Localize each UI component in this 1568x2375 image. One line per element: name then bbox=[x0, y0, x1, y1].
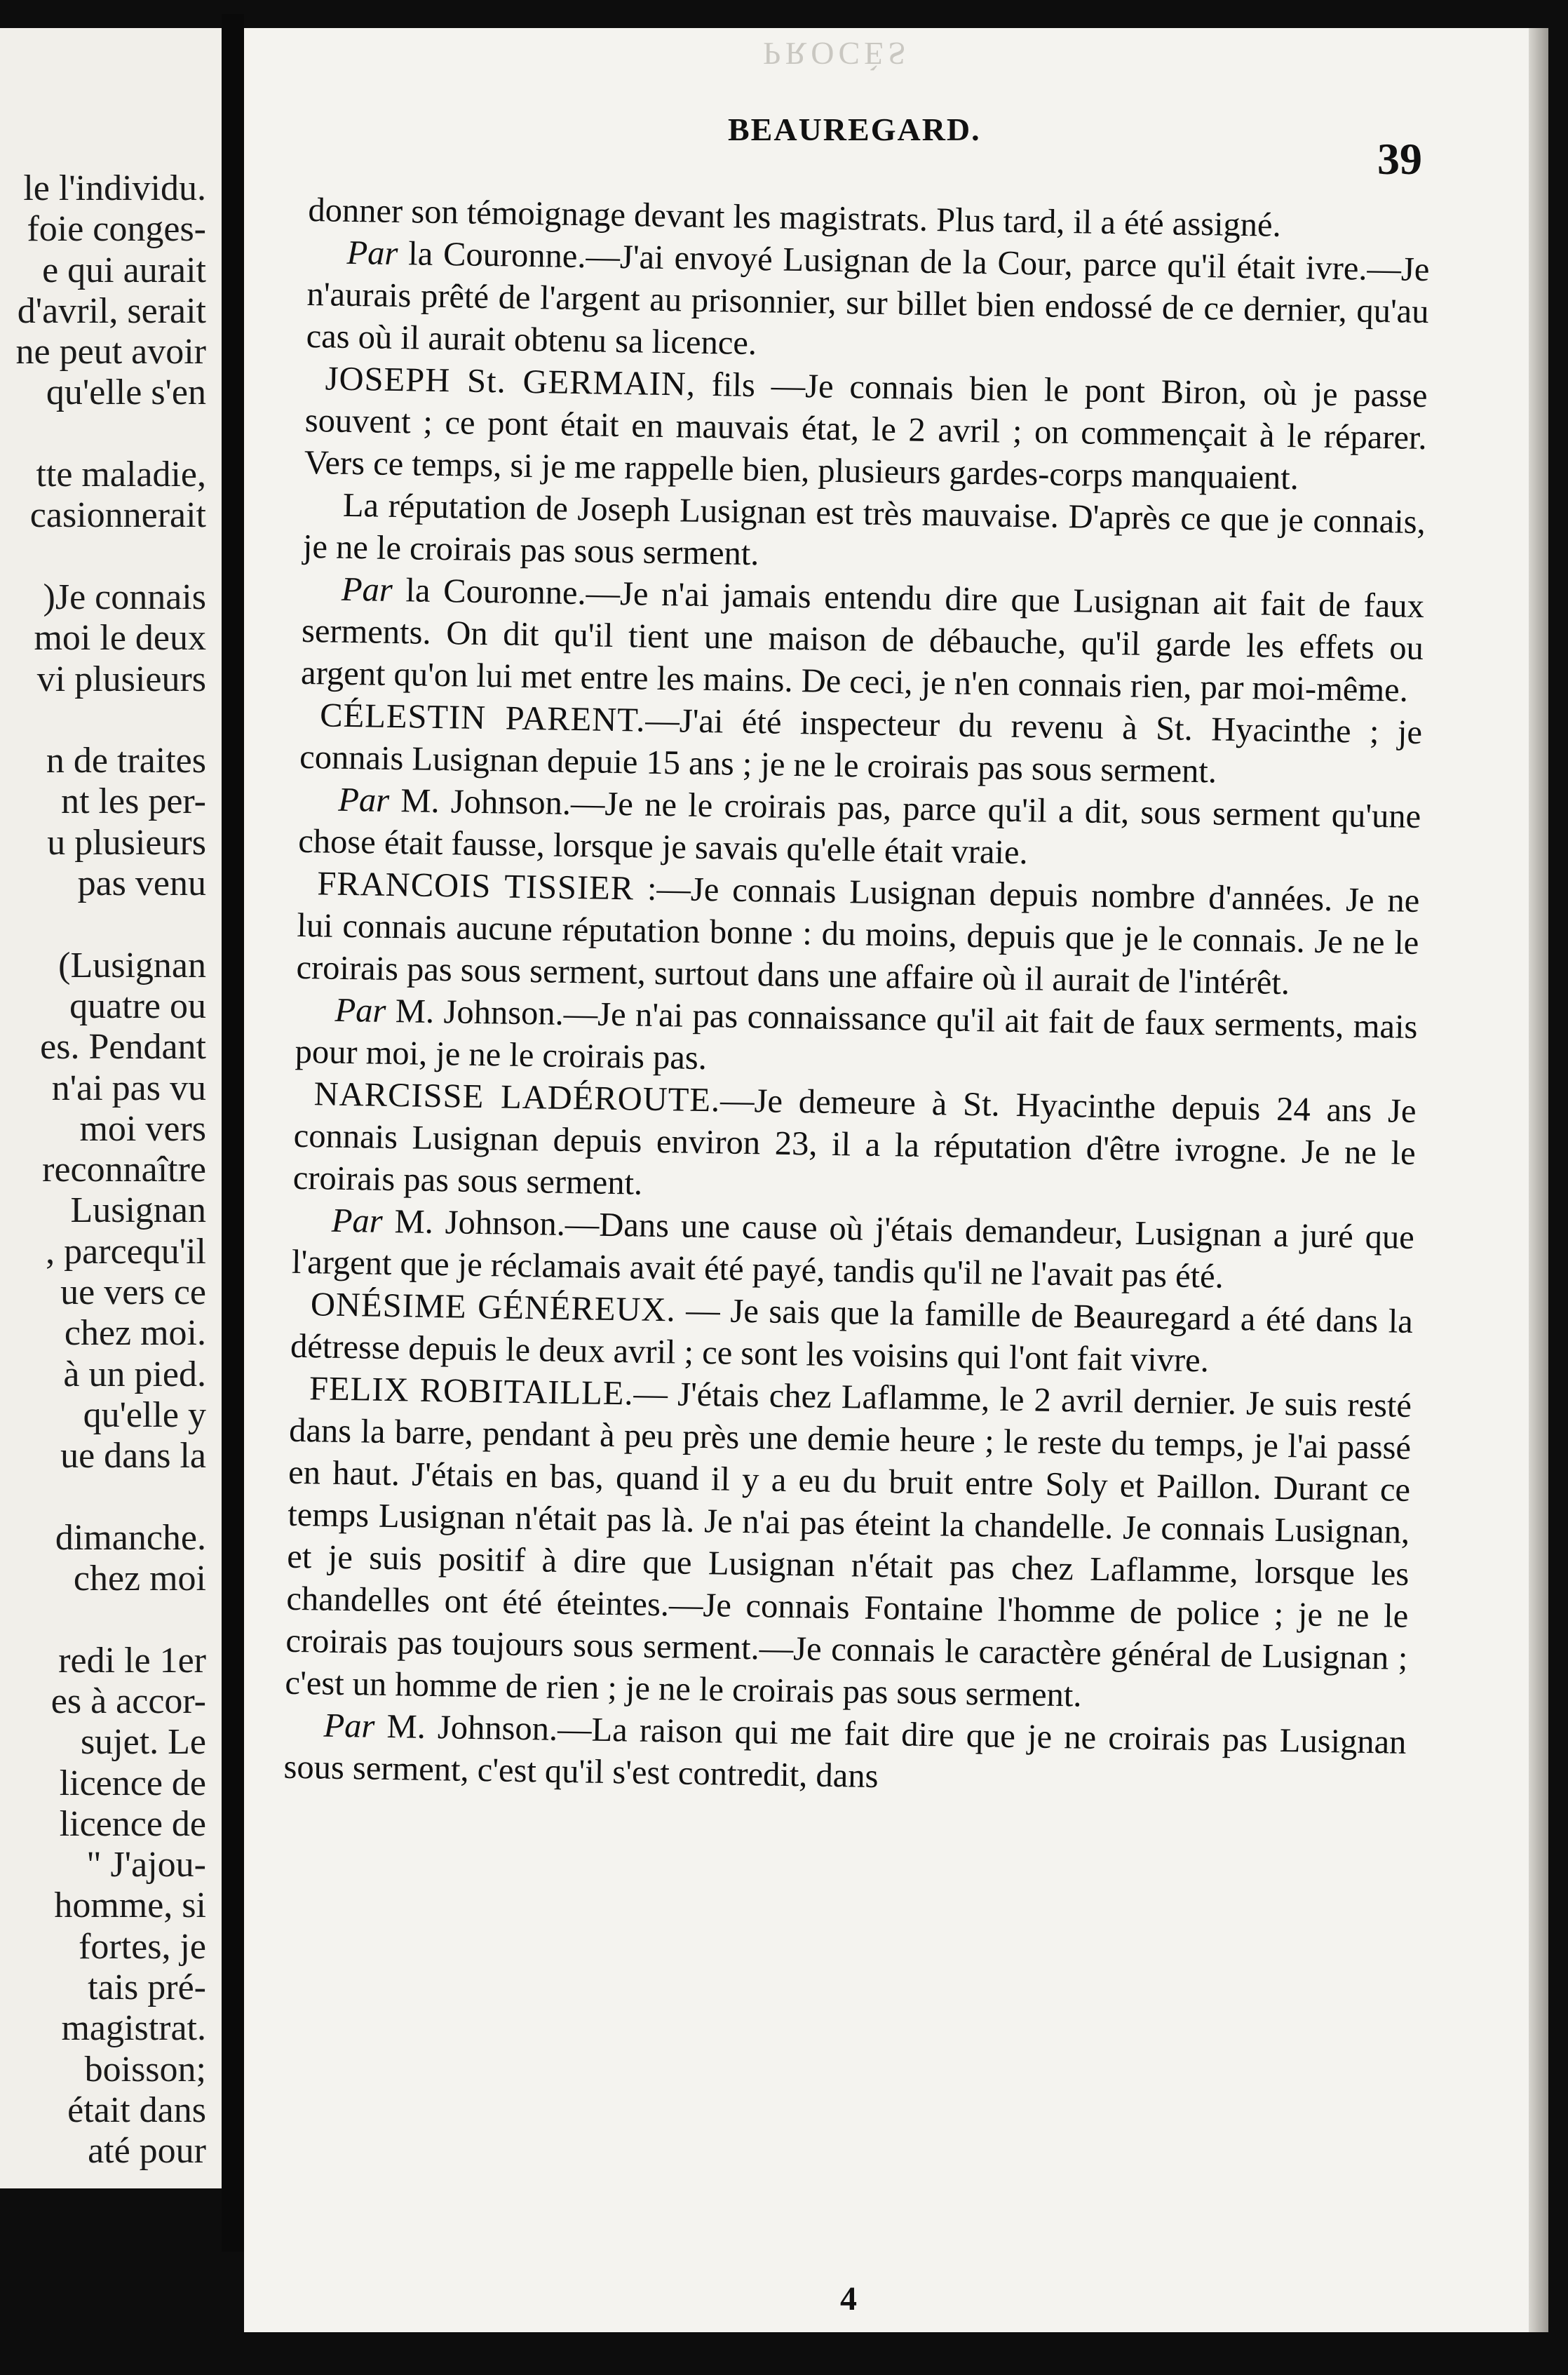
paragraph-text: La réputation de Joseph Lusignan est très mauvaise. D'après ce que je connais, je ne le croirais pas sous serment. bbox=[302, 486, 1426, 573]
left-page-line: vi plusieurs bbox=[36, 659, 206, 699]
left-page-line: magistrat. bbox=[61, 2008, 206, 2049]
left-page-line: boisson; bbox=[84, 2049, 206, 2090]
paragraph-text: donner son témoignage devant les magistrats. Plus tard, il a été assigné. bbox=[308, 191, 1282, 244]
body-text bbox=[283, 189, 1431, 1806]
left-page-line bbox=[16, 414, 206, 455]
paragraph bbox=[304, 358, 1428, 502]
left-page-line: d'avril, serait bbox=[17, 290, 206, 331]
left-page-line: sujet. Le bbox=[80, 1722, 206, 1763]
witness-name: NARCISSE LADÉROUTE. bbox=[313, 1075, 721, 1119]
left-page-line: quatre ou bbox=[69, 985, 206, 1026]
paragraph bbox=[285, 1368, 1412, 1722]
left-page-line: pas venu bbox=[77, 863, 206, 904]
witness-name: FELIX ROBITAILLE. bbox=[309, 1370, 634, 1413]
witness-name: FRANCOIS TISSIER bbox=[317, 865, 635, 908]
left-page-line: moi le deux bbox=[34, 618, 206, 659]
paragraph bbox=[306, 231, 1430, 375]
paragraph-text: M. Johnson.—La raison qui me fait dire que je ne croirais pas Lusignan sous serment, c'est qu'il s'est contredit, dans bbox=[283, 1707, 1407, 1796]
left-page-line: licence de bbox=[59, 1803, 206, 1844]
left-page-line: reconnaître bbox=[42, 1150, 206, 1190]
left-page-line bbox=[16, 700, 206, 741]
left-page-line: moi vers bbox=[79, 1108, 206, 1149]
page-number: 39 bbox=[1377, 134, 1422, 184]
left-page-line: qu'elle y bbox=[83, 1394, 206, 1435]
paragraph-text: fils —Je connais bien le pont Biron, où je passe souvent ; ce pont était en mauvais état, le 2 avril ; on commençait à le réparer. Vers ce temps, si je me rappelle bien, plusieurs gardes-corps manquaient. bbox=[304, 365, 1428, 497]
left-page-line: nt les per- bbox=[61, 781, 206, 822]
witness-name: JOSEPH St. GERMAIN, bbox=[325, 360, 696, 403]
left-page-line bbox=[16, 904, 206, 945]
bleed-through-text: PROCÈS bbox=[763, 36, 910, 72]
left-page-line: fortes, je bbox=[79, 1926, 206, 1967]
left-page-line: n'ai pas vu bbox=[51, 1068, 206, 1108]
left-page-line: , parcequ'il bbox=[46, 1231, 206, 1272]
paragraph-text: — Je sais que la famille de Beauregard a été dans la détresse depuis le deux avril ; ce sont les voisins qui l'ont fait vivre. bbox=[290, 1291, 1414, 1380]
left-page-line: chez moi bbox=[73, 1559, 206, 1599]
left-page-line: ne peut avoir bbox=[15, 332, 206, 372]
paragraph bbox=[301, 568, 1425, 712]
par-label: Par bbox=[341, 570, 393, 609]
par-label: Par bbox=[331, 1202, 384, 1240]
par-label: Par bbox=[337, 781, 390, 819]
left-page-line: dimanche. bbox=[55, 1517, 206, 1558]
paragraph bbox=[292, 1073, 1417, 1217]
signature-mark: 4 bbox=[840, 2280, 857, 2317]
left-page-line: Lusignan bbox=[70, 1190, 206, 1231]
left-page-line: até pour bbox=[88, 2131, 206, 2172]
left-page-line: était dans bbox=[67, 2090, 206, 2130]
left-page-line: e qui aurait bbox=[42, 250, 206, 290]
paragraph-text: :—Je connais Lusignan depuis nombre d'années. Je ne lui connais aucune réputation bonne : du moins, depuis que je le connais. Je ne le croirais pas sous serment, surtout dans une affaire où il aurait de l'intérêt. bbox=[296, 870, 1420, 1002]
paragraph-text: M. Johnson.—Dans une cause où j'étais demandeur, Lusignan a juré que l'argent que je réclamais avait été payé, tandis qu'il ne l'avait pas été. bbox=[291, 1202, 1415, 1296]
left-page-line: (Lusignan bbox=[58, 945, 206, 985]
left-page-line: tte maladie, bbox=[36, 455, 206, 495]
paragraph-text: M. Johnson.—Je ne le croirais pas, parce qu'il a dit, sous serment qu'une chose était fausse, lorsque je savais qu'elle était vraie. bbox=[297, 781, 1421, 872]
paragraph bbox=[296, 863, 1420, 1007]
left-page-text-column bbox=[16, 168, 206, 2172]
left-page-line: licence de bbox=[59, 1763, 206, 1803]
witness-name: CÉLESTIN PARENT. bbox=[319, 697, 646, 739]
left-page-line: chez moi. bbox=[64, 1313, 206, 1354]
paragraph-text: la Couronne.—Je n'ai jamais entendu dire que Lusignan ait fait de faux serments. On dit qu'il tient une maison de débauche, qu'il garde les effets ou argent qu'on lui met entre les mains. De ceci, je n'en connais rien, par moi-même. bbox=[300, 571, 1425, 709]
page-edge bbox=[1529, 28, 1548, 2332]
left-page-line: es à accor- bbox=[50, 1681, 206, 1721]
par-label: Par bbox=[323, 1707, 375, 1745]
left-page-line bbox=[16, 1599, 206, 1640]
paragraph-text: —Je demeure à St. Hyacinthe depuis 24 ans Je connais Lusignan depuis environ 23, il a la réputation d'être ivrogne. Je ne le croirais pas sous serment. bbox=[292, 1082, 1417, 1202]
par-label: Par bbox=[334, 991, 386, 1030]
left-page-line: à un pied. bbox=[63, 1354, 206, 1394]
left-page-line: qu'elle s'en bbox=[46, 372, 206, 413]
left-page-line: ue dans la bbox=[60, 1436, 206, 1476]
paragraph-text: —J'ai été inspecteur du revenu à St. Hyacinthe ; je connais Lusignan depuie 15 ans ; je ne le croirais pas sous serment. bbox=[299, 701, 1423, 790]
left-page-line bbox=[16, 537, 206, 577]
left-page-line: redi le 1er bbox=[58, 1640, 206, 1681]
left-page-line: casionnerait bbox=[29, 495, 206, 536]
left-page-line: )Je connais bbox=[43, 577, 206, 617]
left-page bbox=[0, 28, 222, 2188]
running-head: BEAUREGARD. bbox=[728, 112, 981, 147]
left-page-line: homme, si bbox=[54, 1885, 206, 1926]
paragraph-text: la Couronne.—J'ai envoyé Lusignan de la Cour, parce qu'il était ivre.—Je n'aurais prêté de l'argent au prisonnier, sur billet bien endossé de ce dernier, qu'au cas où il aurait obtenu sa licence. bbox=[306, 235, 1430, 363]
left-page-line bbox=[16, 1477, 206, 1518]
left-page-line: u plusieurs bbox=[47, 822, 206, 863]
paragraph-text: M. Johnson.—Je n'ai pas connaissance qu'il ait fait de faux serments, mais pour moi, je ne le croirais pas. bbox=[295, 992, 1418, 1077]
left-page-line: foie conges- bbox=[27, 209, 206, 250]
left-page-line: le l'individu. bbox=[23, 168, 206, 208]
book-gutter bbox=[222, 14, 244, 2252]
left-page-line: ue vers ce bbox=[60, 1272, 206, 1313]
paragraph-text: — J'étais chez Laflamme, le 2 avril dernier. Je suis resté dans la barre, pendant à peu près une demie heure ; le reste du temps, je l'ai passé en haut. J'étais en bas, quand il y a eu du bruit entre Soly et Paillon. Durant ce temps Lusignan n'était pas là. Je n'ai pas éteint la chandelle. Je connais Lusignan, et je suis positif à dire que Lusignan n'était pas chez Laflamme, lorsque les chandelles ont été éteintes.—Je connais Fontaine l'homme de police ; je ne le croirais pas toujours sous serment.—Je connais le caractère général de Lusignan ; c'est un homme de rien ; je ne le croirais pas sous serment. bbox=[285, 1375, 1412, 1714]
witness-name: ONÉSIME GÉNÉREUX. bbox=[310, 1286, 677, 1329]
paragraph bbox=[283, 1704, 1407, 1806]
left-page-line: tais pré- bbox=[88, 1967, 206, 2008]
par-label: Par bbox=[346, 234, 398, 273]
left-page-line: n de traites bbox=[46, 741, 206, 781]
left-page-line: es. Pendant bbox=[40, 1027, 206, 1068]
left-page-line: " J'ajou- bbox=[86, 1845, 206, 1885]
right-page bbox=[244, 28, 1548, 2332]
